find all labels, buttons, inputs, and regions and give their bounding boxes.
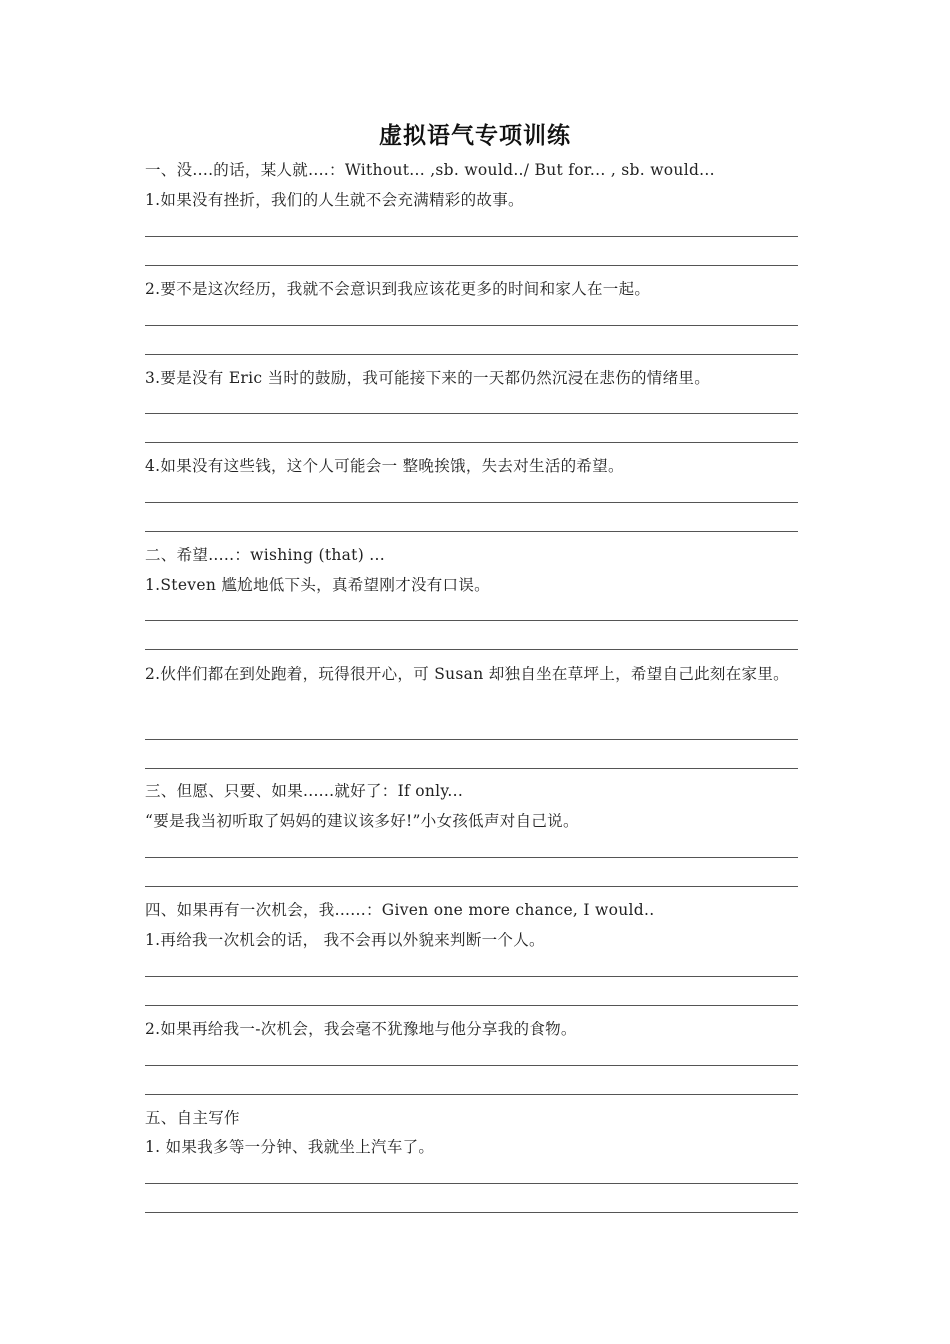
answer-line: [145, 768, 798, 769]
question-text: 1.如果没有挫折，我们的人生就不会充满精彩的故事。: [145, 191, 524, 209]
answer-line: [145, 1212, 798, 1213]
answer-line: [145, 354, 798, 355]
answer-line: [145, 976, 798, 977]
answer-line: [145, 857, 798, 858]
answer-line: [145, 739, 798, 740]
question-text: 2.要不是这次经历，我就不会意识到我应该花更多的时间和家人在一起。: [145, 280, 651, 298]
section-heading: 二、希望.....：wishing (that) ...: [145, 546, 385, 564]
answer-line: [145, 1065, 798, 1066]
answer-line: [145, 325, 798, 326]
question-text: 3.要是没有 Eric 当时的鼓励，我可能接下来的一天都仍然沉浸在悲伤的情绪里。: [145, 369, 711, 387]
section-heading: 四、如果再有一次机会，我......：Given one more chance, I would..: [145, 901, 655, 919]
question-text: 1.Steven 尴尬地低下头，真希望刚才没有口误。: [145, 576, 490, 594]
section-heading: 五、自主写作: [145, 1109, 240, 1127]
answer-line: [145, 1183, 798, 1184]
question-text: 2.伙伴们都在到处跑着，玩得很开心，可 Susan 却独自坐在草坪上，希望自己此刻在家里。: [145, 665, 789, 683]
answer-line: [145, 236, 798, 237]
answer-line: [145, 502, 798, 503]
answer-line: [145, 1005, 798, 1006]
answer-line: [145, 413, 798, 414]
question-text: “要是我当初听取了妈妈的建议该多好!”小女孩低声对自己说。: [145, 812, 579, 830]
question-text: 4.如果没有这些钱，这个人可能会一 整晚挨饿，失去对生活的希望。: [145, 457, 624, 475]
question-text: 1. 如果我多等一分钟、我就坐上汽车了。: [145, 1138, 435, 1156]
section-heading: 三、但愿、只要、如果......就好了：If only...: [145, 782, 464, 800]
answer-line: [145, 649, 798, 650]
page-title: 虚拟语气专项训练: [379, 122, 571, 149]
answer-line: [145, 886, 798, 887]
question-text: 1.再给我一次机会的话， 我不会再以外貌来判断一个人。: [145, 931, 545, 949]
question-text: 2.如果再给我一-次机会，我会毫不犹豫地与他分享我的食物。: [145, 1020, 577, 1038]
answer-line: [145, 265, 798, 266]
answer-line: [145, 620, 798, 621]
answer-line: [145, 531, 798, 532]
answer-line: [145, 1094, 798, 1095]
answer-line: [145, 442, 798, 443]
section-heading: 一、没....的话，某人就....：Without... ,sb. would../ But for... , sb. would...: [145, 161, 715, 179]
